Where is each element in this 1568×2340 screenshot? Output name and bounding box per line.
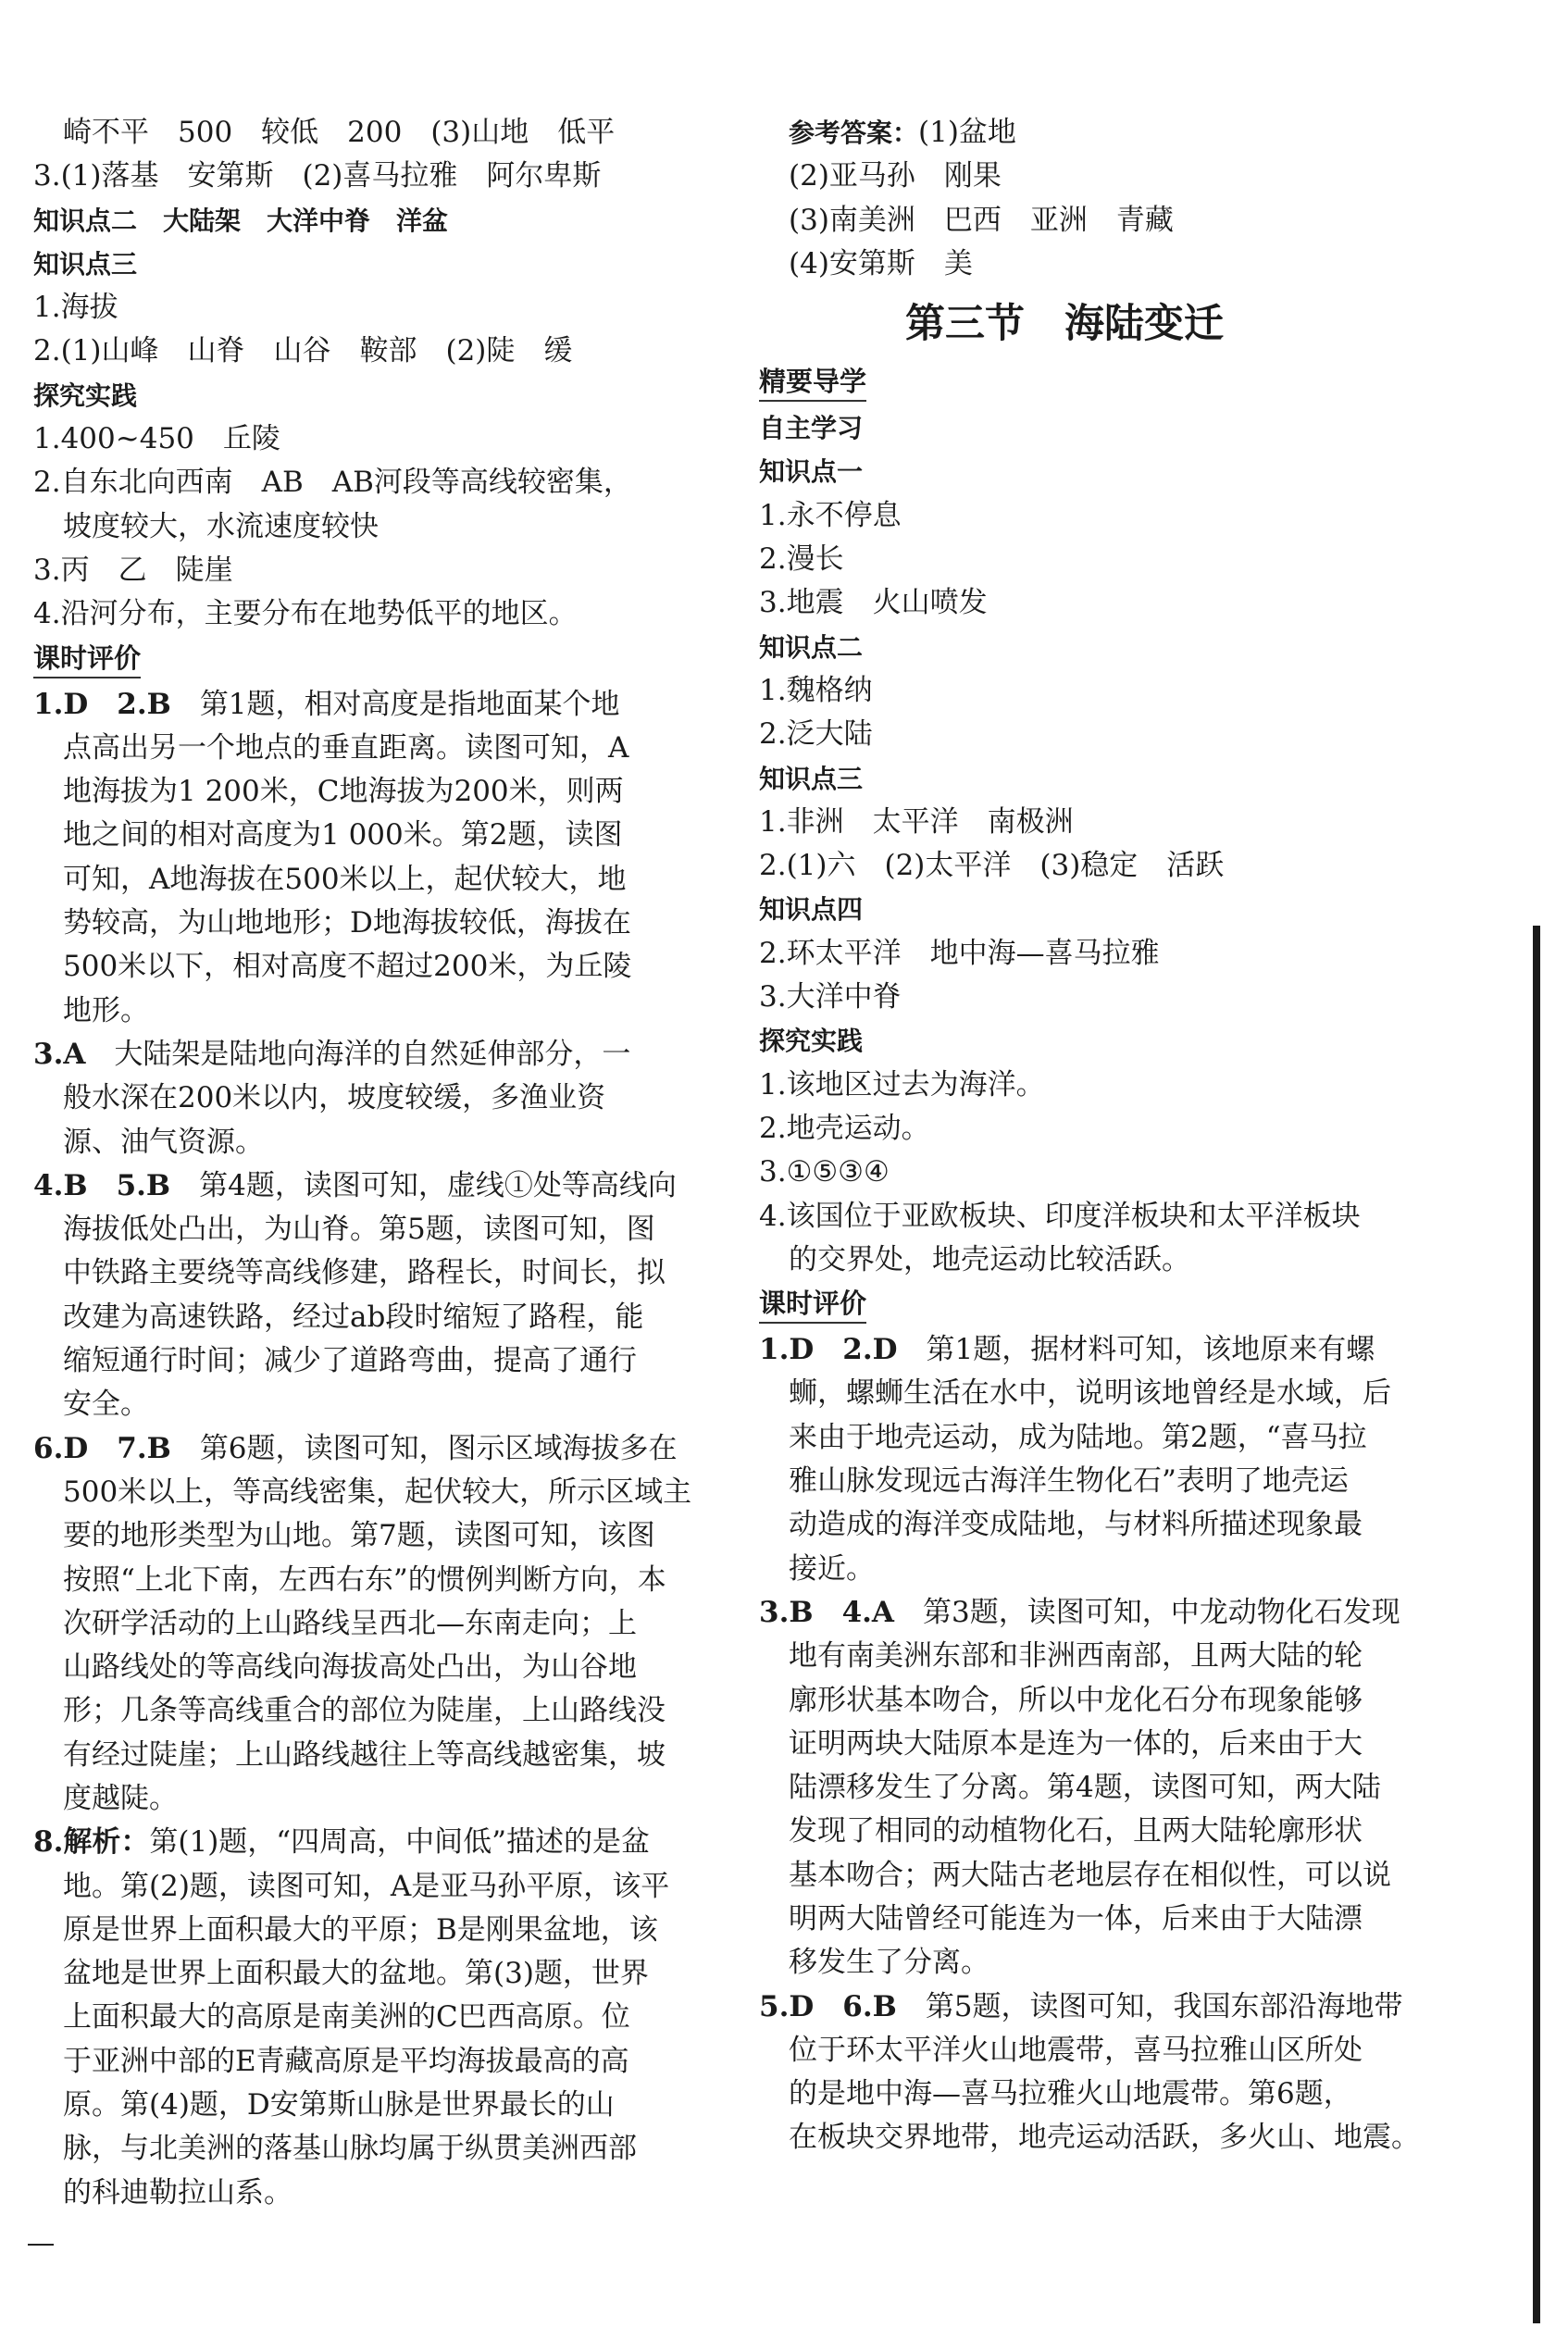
text-line: 2.(1)六 (2)太平洋 (3)稳定 活跃 xyxy=(759,849,1225,883)
answer-text: 原是世界上面积最大的平原；B是刚果盆地，该 xyxy=(63,1912,658,1947)
answer-text: 地。第(2)题，读图可知，A是亚马孙平原，该平 xyxy=(63,1869,670,1903)
answer-text: (2)亚马孙 刚果 xyxy=(789,159,1002,193)
text-line: 3.(1)落基 安第斯 (2)喜马拉雅 阿尔卑斯 xyxy=(33,159,602,193)
answer-text: 地海拔为1 200米，C地海拔为200米，则两 xyxy=(63,775,624,809)
answer-text: 发现了相同的动植物化石，且两大陆轮廓形状 xyxy=(789,1814,1363,1848)
answer-text: 来由于地壳运动，成为陆地。第2题，“喜马拉 xyxy=(789,1420,1367,1454)
answer-numbers: 1.D 2.D xyxy=(759,1333,898,1367)
reference-answer-label: 参考答案： xyxy=(789,118,919,148)
page-edge-shadow xyxy=(1533,926,1540,2323)
text-line: 1.魏格纳 xyxy=(759,673,873,707)
text-line: 1.非洲 太平洋 南极洲 xyxy=(759,804,1074,839)
answer-text: 第1题，据材料可知，该地原来有螺 xyxy=(926,1333,1375,1367)
answer-text: 于亚洲中部的E青藏高原是平均海拔最高的高 xyxy=(63,2044,629,2078)
answer-text: 500米以上，等高线密集，起伏较大，所示区域主 xyxy=(63,1475,692,1509)
text-line: 2.地壳运动。 xyxy=(759,1111,930,1145)
lesson-evaluation-heading: 课时评价 xyxy=(33,640,141,678)
answer-text: 地有南美洲东部和非洲西南部，且两大陆的轮 xyxy=(789,1639,1363,1674)
answer-text: 第1题，相对高度是指地面某个地 xyxy=(199,687,620,721)
knowledge-point-heading: 知识点三 xyxy=(33,248,138,280)
text-line: 4.该国位于亚欧板块、印度洋板块和太平洋板块 xyxy=(759,1199,1361,1233)
section-heading: 探究实践 xyxy=(33,380,138,411)
text-line: 3.①⑤③④ xyxy=(759,1155,890,1189)
knowledge-point-heading: 知识点四 xyxy=(759,894,864,926)
answer-text: 500米以下，相对高度不超过200米，为丘陵 xyxy=(63,950,632,984)
answer-text: 海拔低处凸出，为山脊。第5题，读图可知，图 xyxy=(63,1213,655,1247)
answer-numbers: 8.解析： xyxy=(33,1825,150,1860)
answer-text: 原。第(4)题，D安第斯山脉是世界最长的山 xyxy=(63,2088,615,2122)
answer-text: 般水深在200米以内，坡度较缓，多渔业资 xyxy=(63,1081,606,1115)
answer-text: 地形。 xyxy=(63,993,149,1027)
answer-text: 缩短通行时间；减少了道路弯曲，提高了通行 xyxy=(63,1344,637,1378)
guide-heading: 精要导学 xyxy=(759,363,866,402)
answer-text: 大陆架是陆地向海洋的自然延伸部分，一 xyxy=(114,1037,631,1071)
answer-text: 廓形状基本吻合，所以中龙化石分布现象能够 xyxy=(789,1683,1363,1717)
text-line: 4.沿河分布，主要分布在地势低平的地区。 xyxy=(33,597,578,631)
answer-text: 地之间的相对高度为1 000米。第2题，读图 xyxy=(63,818,623,853)
answer-text: 的科迪勒拉山系。 xyxy=(63,2175,292,2209)
answer-text: 点高出另一个地点的垂直距离。读图可知，A xyxy=(63,730,629,765)
answer-text: (4)安第斯 美 xyxy=(789,246,973,280)
answer-text: 脉，与北美洲的落基山脉均属于纵贯美洲西部 xyxy=(63,2132,637,2166)
answer-text: 第6题，读图可知，图示区域海拔多在 xyxy=(199,1431,678,1465)
answer-text: 动造成的海洋变成陆地，与材料所描述现象最 xyxy=(789,1508,1363,1542)
answer-text: 要的地形类型为山地。第7题，读图可知，该图 xyxy=(63,1519,655,1553)
answer-text: 第3题，读图可知，中龙动物化石发现 xyxy=(922,1595,1400,1629)
text-line: 3.丙 乙 陡崖 xyxy=(33,553,233,587)
answer-numbers: 1.D 2.B xyxy=(33,687,171,721)
text-line: 2.(1)山峰 山脊 山谷 鞍部 (2)陡 缓 xyxy=(33,334,573,368)
answer-text: 上面积最大的高原是南美洲的C巴西高原。位 xyxy=(63,2000,630,2035)
answer-text: (1)盆地 xyxy=(918,116,1016,149)
text-line: 坡度较大，水流速度较快 xyxy=(63,509,379,543)
answer-text: 基本吻合；两大陆古老地层存在相似性，可以说 xyxy=(789,1858,1391,1892)
answer-text: 改建为高速铁路，经过ab段时缩短了路程，能 xyxy=(63,1300,644,1334)
answer-text: 次研学活动的上山路线呈西北—东南走向；上 xyxy=(63,1606,637,1640)
answer-text: 第5题，读图可知，我国东部沿海地带 xyxy=(925,1989,1403,2023)
text-line: 的交界处，地壳运动比较活跃。 xyxy=(789,1242,1190,1276)
text-line: 1.400~450 丘陵 xyxy=(33,422,280,456)
answer-text: 蛳，螺蛳生活在水中，说明该地曾经是水域，后 xyxy=(789,1376,1391,1411)
text-line: 3.地震 火山喷发 xyxy=(759,586,988,620)
knowledge-point-heading: 知识点二 xyxy=(759,631,864,663)
text-line: 3.大洋中脊 xyxy=(759,980,902,1014)
answer-text: 接近。 xyxy=(789,1551,875,1586)
section-heading: 探究实践 xyxy=(759,1026,864,1057)
answer-text: 盆地是世界上面积最大的盆地。第(3)题，世界 xyxy=(63,1957,649,1991)
left-column xyxy=(33,111,692,2215)
text-line: 2.环太平洋 地中海—喜马拉雅 xyxy=(759,936,1160,970)
answer-text: 可知，A地海拔在500米以上，起伏较大，地 xyxy=(63,862,627,896)
answer-text: 第4题，读图可知，虚线①处等高线向 xyxy=(199,1168,677,1202)
answer-text: 有经过陡崖；上山路线越往上等高线越密集，坡 xyxy=(63,1737,666,1772)
answer-text: 度越陡。 xyxy=(63,1781,178,1815)
answer-numbers: 4.B 5.B xyxy=(33,1168,171,1202)
footer-rule xyxy=(28,2244,54,2246)
knowledge-point-heading: 知识点三 xyxy=(759,763,864,794)
answer-text: 势较高，为山地地形；D地海拔较低，海拔在 xyxy=(63,906,631,940)
answer-text: 陆漂移发生了分离。第4题，读图可知，两大陆 xyxy=(789,1771,1381,1805)
self-study-heading: 自主学习 xyxy=(759,413,864,444)
answer-text: 雅山脉发现远古海洋生物化石”表明了地壳运 xyxy=(789,1464,1349,1499)
answer-numbers: 3.B 4.A xyxy=(759,1595,894,1629)
text-line: 2.自东北向西南 AB AB河段等高线较密集， xyxy=(33,466,632,500)
answer-text: (3)南美洲 巴西 亚洲 青藏 xyxy=(789,203,1174,237)
answer-numbers: 6.D 7.B xyxy=(33,1431,171,1465)
text-line: 崎不平 500 较低 200 (3)山地 低平 xyxy=(63,116,616,149)
text-line: 1.永不停息 xyxy=(759,498,902,532)
text-line: 1.海拔 xyxy=(33,291,118,325)
answer-text: 山路线处的等高线向海拔高处凸出，为山谷地 xyxy=(63,1650,637,1685)
knowledge-point-heading: 知识点二 大陆架 大洋中脊 洋盆 xyxy=(33,205,449,236)
section-title: 第三节 海陆变迁 xyxy=(905,301,1224,348)
answer-text: 证明两块大陆原本是连为一体的，后来由于大 xyxy=(789,1726,1363,1761)
answer-text: 明两大陆曾经可能连为一体，后来由于大陆漂 xyxy=(789,1901,1363,1935)
answer-text: 位于环太平洋火山地震带，喜马拉雅山区所处 xyxy=(789,2033,1363,2067)
answer-text: 按照“上北下南，左西右东”的惯例判断方向，本 xyxy=(63,1562,666,1597)
answer-text: 第(1)题，“四周高，中间低”描述的是盆 xyxy=(149,1825,650,1860)
answer-text: 在板块交界地带，地壳运动活跃，多火山、地震。 xyxy=(789,2121,1420,2155)
answer-numbers: 5.D 6.B xyxy=(759,1989,897,2023)
knowledge-point-heading: 知识点一 xyxy=(759,456,864,488)
lesson-evaluation-heading: 课时评价 xyxy=(759,1285,866,1324)
answer-text: 中铁路主要绕等高线修建，路程长，时间长，拟 xyxy=(63,1256,666,1290)
answer-text: 移发生了分离。 xyxy=(789,1946,989,1980)
answer-numbers: 3.A xyxy=(33,1037,86,1071)
right-column xyxy=(759,111,1420,2160)
answer-text: 形；几条等高线重合的部位为陡崖，上山路线没 xyxy=(63,1694,666,1728)
text-line: 2.泛大陆 xyxy=(759,717,873,752)
answer-text: 源、油气资源。 xyxy=(63,1125,264,1159)
text-line: 1.该地区过去为海洋。 xyxy=(759,1067,1045,1102)
answer-text: 安全。 xyxy=(63,1388,149,1422)
text-line: 2.漫长 xyxy=(759,542,844,577)
answer-text: 的是地中海—喜马拉雅火山地震带。第6题， xyxy=(789,2077,1352,2111)
